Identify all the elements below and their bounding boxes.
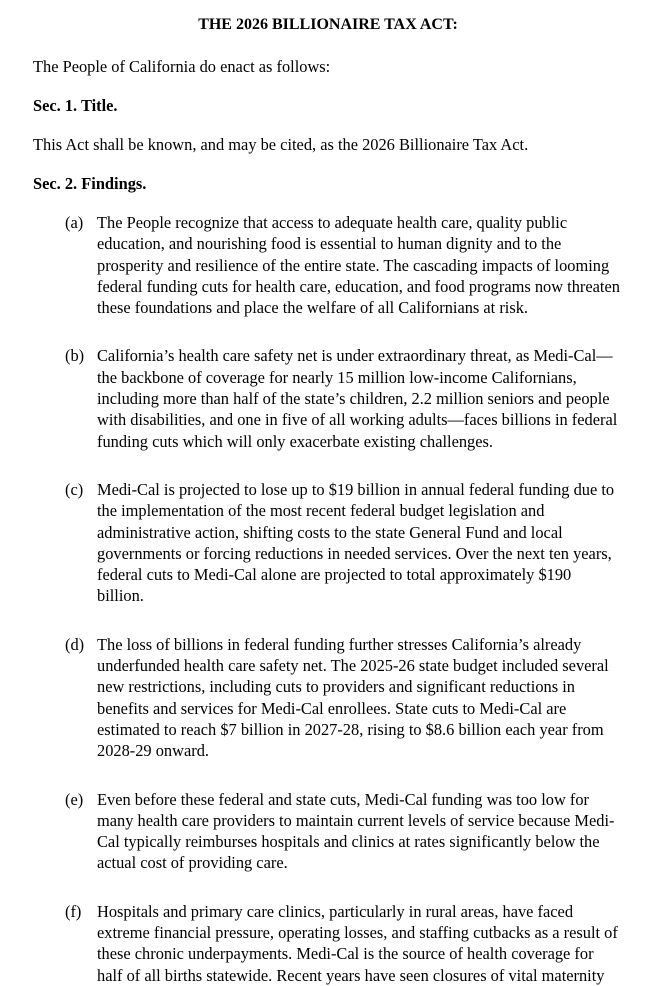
text-line: federal cuts to Medi-Cal alone are projected to total approximately $190 bbox=[97, 565, 572, 585]
text-line: actual cost of providing care. bbox=[97, 853, 288, 873]
finding-text bbox=[97, 634, 609, 762]
text-line: new restrictions, including cuts to providers and significant reductions in bbox=[97, 677, 575, 697]
text-line: half of all births statewide. Recent years have seen closures of vital maternity bbox=[97, 965, 605, 985]
text-line: with disabilities, and one in five of all working adults—faces billions in federal bbox=[97, 410, 618, 430]
text-line: the backbone of coverage for nearly 15 million low-income Californians, bbox=[97, 367, 577, 387]
text-line: governments or forcing reductions in needed services. Over the next ten years, bbox=[97, 543, 612, 563]
finding-text bbox=[97, 212, 620, 318]
text-line: including more than half of the state’s children, 2.2 million seniors and people bbox=[97, 389, 610, 409]
text-line: extreme financial pressure, operating losses, and staffing cutbacks as a result of bbox=[97, 923, 618, 943]
finding-item bbox=[33, 634, 655, 762]
text-line: funding cuts which will only exacerbate existing challenges. bbox=[97, 431, 493, 451]
text-line: prosperity and resilience of the entire state. The cascading impacts of looming bbox=[97, 255, 610, 275]
finding-item bbox=[33, 345, 655, 451]
finding-item bbox=[33, 212, 655, 318]
text-line: Hospitals and primary care clinics, particularly in rural areas, have faced bbox=[97, 901, 574, 921]
section-1-text: This Act shall be known, and may be cited, as the 2026 Billionaire Tax Act. bbox=[33, 135, 529, 154]
text-line: Even before these federal and state cuts, Medi-Cal funding was too low for bbox=[97, 789, 590, 809]
text-line: The People recognize that access to adequate health care, quality public bbox=[97, 213, 568, 232]
finding-item bbox=[33, 789, 655, 874]
finding-label: (f) bbox=[65, 901, 82, 921]
finding-item bbox=[33, 479, 655, 607]
text-line: the implementation of the most recent federal budget legislation and bbox=[97, 501, 545, 521]
text-line: Cal typically reimburses hospitals and clinics at rates significantly below the bbox=[97, 832, 600, 852]
text-line: California’s health care safety net is under extraordinary threat, as Medi-Cal— bbox=[97, 346, 613, 366]
finding-label: (b) bbox=[65, 346, 85, 366]
finding-text bbox=[97, 901, 618, 986]
text-line: many health care providers to maintain current levels of service because Medi- bbox=[97, 810, 615, 830]
text-line: administrative action, shifting costs to the state General Fund and local bbox=[97, 522, 563, 542]
text-line: these chronic underpayments. Medi-Cal is the source of health coverage for bbox=[97, 944, 594, 964]
section-2-heading: Sec. 2. Findings. bbox=[33, 174, 147, 193]
text-line: estimated to reach $7 billion in 2027-28, rising to $8.6 billion each year from bbox=[97, 719, 604, 739]
text-line: Medi-Cal is projected to lose up to $19 billion in annual federal funding due to bbox=[97, 479, 615, 499]
text-line: these foundations and place the welfare of all Californians at risk. bbox=[97, 298, 529, 318]
text-line: underfunded health care safety net. The 2025-26 state budget included several bbox=[97, 656, 609, 676]
finding-text bbox=[97, 479, 614, 607]
text-line: federal funding cuts for health care, education, and food programs now threaten bbox=[97, 276, 620, 296]
finding-label: (e) bbox=[65, 789, 84, 809]
document-title: THE 2026 BILLIONAIRE TAX ACT: bbox=[198, 16, 458, 33]
text-line: 2028-29 onward. bbox=[97, 741, 209, 761]
enacting-clause: The People of California do enact as follows: bbox=[33, 57, 331, 76]
finding-text bbox=[97, 345, 617, 451]
text-line: billion. bbox=[97, 586, 144, 606]
finding-item bbox=[33, 901, 655, 986]
finding-label: (a) bbox=[65, 213, 84, 232]
section-1-heading: Sec. 1. Title. bbox=[33, 96, 118, 115]
text-line: education, and nourishing food is essential to human dignity and to the bbox=[97, 234, 562, 254]
text-line: benefits and services for Medi-Cal enrollees. State cuts to Medi-Cal are bbox=[97, 698, 567, 718]
finding-label: (c) bbox=[65, 479, 84, 499]
finding-label: (d) bbox=[65, 634, 85, 654]
findings-list bbox=[33, 212, 655, 986]
finding-text bbox=[97, 789, 614, 874]
text-line: The loss of billions in federal funding further stresses California’s already bbox=[97, 634, 582, 654]
